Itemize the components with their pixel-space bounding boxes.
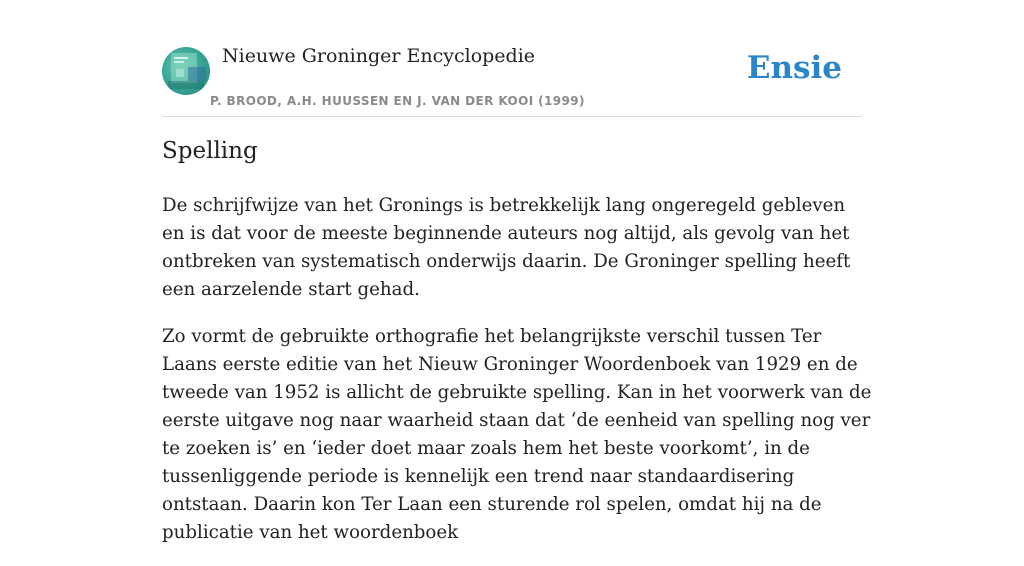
page	[162, 0, 872, 543]
header	[162, 0, 862, 117]
ensie-logo[interactable]: Ensie	[746, 50, 842, 86]
entry-title: Spelling	[162, 138, 258, 164]
entry-paragraph: De schrijfwijze van het Gronings is betrekkelijk lang ongeregeld gebleven en is dat voor de meeste beginnende auteurs nog altijd, als gevolg van het ontbreken van systematisch onderwijs daarin. De Groninger spelling heeft een aarzelende start gehad.	[162, 195, 851, 300]
entry-paragraph: Zo vormt de gebruikte orthografie het belangrijkste verschil tussen Ter Laans eerste editie van het Nieuw Groninger Woordenboek van 1929 en de tweede van 1952 is allicht de gebruikte spelling. Kan in het voorwerk van de eerste uitgave nog naar waarheid staan dat ‘de eenheid van spelling nog ver te zoeken is’ en ‘ieder doet maar zoals hem het beste voorkomt’, in de tussenliggende periode is kennelijk een trend naar standaardisering ontstaan. Daarin kon Ter Laan een sturende rol spelen, omdat hij na de publicatie van het woordenboek	[162, 326, 872, 543]
book-title[interactable]: Nieuwe Groninger Encyclopedie	[222, 45, 536, 67]
entry-body	[162, 192, 872, 566]
book-cover-icon[interactable]	[162, 47, 210, 95]
book-authors: P. BROOD, A.H. HUUSSEN EN J. VAN DER KOOI (1999)	[210, 94, 585, 108]
